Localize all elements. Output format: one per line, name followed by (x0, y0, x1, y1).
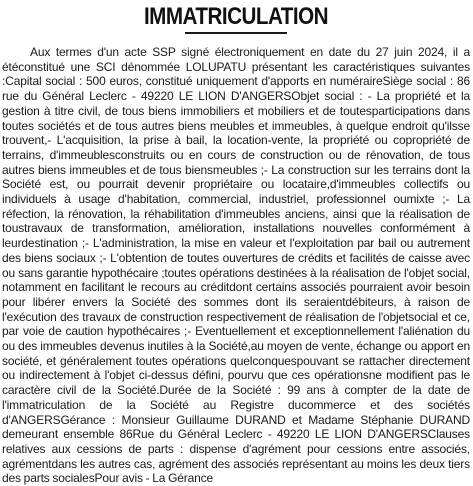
notice-title: IMMATRICULATION (143, 3, 329, 30)
title-underline (185, 32, 287, 34)
notice-body-text: Aux termes d'un acte SSP signé électroniquement en date du 27 juin 2024, il a étéconstitué une SCI dénommée LOLUPATU présentant les caractéristiques suivantes :Capital social : 500 euros, constitué uniquement d'apports en numéraireSiège social : 86 rue du Général Leclerc - 49220 LE LION D'ANGERSObjet social : - La propriété et la gestion à titre civil, de tous biens immobiliers et mobiliers et de toutesparticipations dans toutes sociétés et de tous autres biens meubles et immeubles, à quelque endroit qu'ilsse trouvent,- L'acquisition, la prise à bail, la location-vente, la propriété ou copropriété de terrains, d'immeublesconstruits ou en cours de construction ou de rénovation, de tous autres biens immeubles et de tous biensmeubles ;- La construction sur les terrains dont la Société est, ou pourrait devenir propriétaire ou locataire,d'immeubles collectifs ou individuels à usage d'habitation, commercial, industriel, professionnel oumixte ;- La réfection, la rénovation, la réhabilitation d'immeubles anciens, ainsi que la réalisation de toustravaux de transformation, amélioration, installations nouvelles conformément à leurdestination ;- L'administration, la mise en valeur et l'exploitation par bail ou autrement des biens sociaux ;- L'obtention de toutes ouvertures de crédits et facilités de caisse avec ou sans garantie hypothécaire ;toutes opérations destinées à la réalisation de l'objet social, notamment en facilitant le recours au créditdont certains associés pourraient avoir besoin pour libérer envers la Société des sommes dont ils seraientdébiteurs, à raison de l'exécution des travaux de construction respectivement de réalisation de l'objetsocial et ce, par voie de caution hypothécaires ;- Eventuellement et exceptionnellement l'aliénation du ou des immeubles devenus inutiles à la Société,au moyen de vente, échange ou apport en société, et généralement toutes opérations quelconquespouvant se rattacher directement ou indirectement à l'objet ci-dessus défini, pourvu que ces opérationsne modifient pas le caractère civil de la Société.Durée de la Société : 99 ans à compter de la date de l'immatriculation de la Société au Registre ducommerce et des sociétés d'ANGERSGérance : Monsieur Guillaume DURAND et Madame Stéphanie DURAND demeurant ensemble 86Rue du Général Leclerc - 49220 LE LION D'ANGERSClauses relatives aux cessions de parts : dispense d'agrément pour cessions entre associés, agrémentdans les autres cas, agrément des associés représentant au moins les deux tiers des parts socialesPour avis - La Gérance (2, 45, 470, 486)
